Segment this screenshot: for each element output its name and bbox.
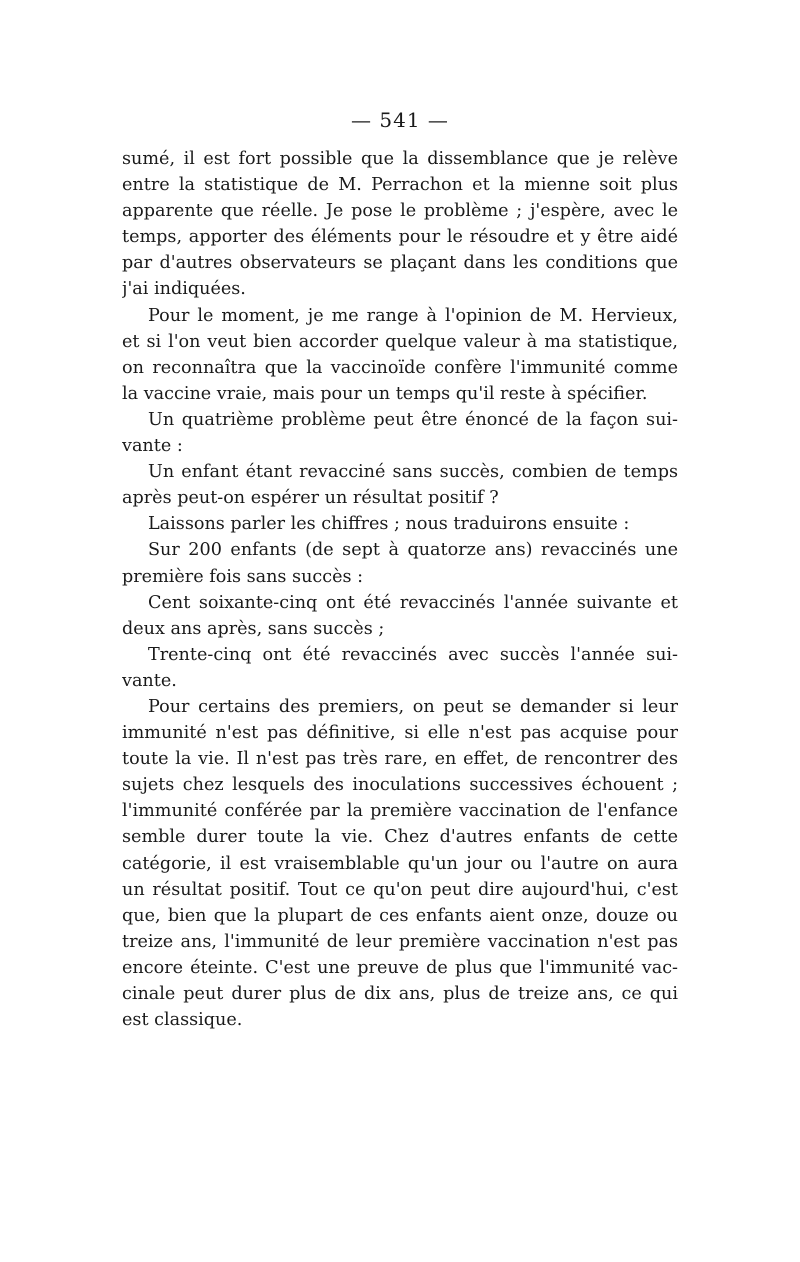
text-line: Cent soixante-cinq ont été revaccinés l'année suivante et [148,592,678,613]
page-number: — 541 — [351,108,449,132]
text-line: Un quatrième problème peut être énoncé de la façon sui- [148,409,678,430]
text-line: cinale peut durer plus de dix ans, plus de treize ans, ce qui [122,984,678,1004]
text-line: et si l'on veut bien accorder quelque valeur à ma statistique, [122,331,678,352]
text-line: deux ans après, sans succès ; [122,618,385,639]
text-line: catégorie, il est vraisemblable qu'un jour ou l'autre on aura [122,853,678,874]
text-line: treize ans, l'immunité de leur première vaccination n'est pas [122,931,678,952]
text-line: on reconnaîtra que la vaccinoïde confère l'immunité comme [122,357,678,378]
text-line: est classique. [122,1010,243,1031]
text-line: par d'autres observateurs se plaçant dans les conditions que [122,253,678,274]
text-line: Laissons parler les chiffres ; nous traduirons ensuite : [148,514,630,535]
text-line: toute la vie. Il n'est pas très rare, en effet, de rencontrer des [122,749,678,770]
text-line: après peut-on espérer un résultat positif ? [122,488,499,509]
text-line: vante. [122,670,177,691]
text-line: l'immunité conférée par la première vaccination de l'enfance [122,801,678,822]
text-line: vante : [122,436,183,457]
text-line: un résultat positif. Tout ce qu'on peut dire aujourd'hui, c'est [122,879,678,900]
text-line: j'ai indiquées. [122,279,246,300]
text-line: semble durer toute la vie. Chez d'autres enfants de cette [122,827,678,848]
text-line: première fois sans succès : [122,566,364,587]
text-line: Trente-cinq ont été revaccinés avec succès l'année sui- [148,644,678,665]
text-line: Pour certains des premiers, on peut se demander si leur [148,696,678,717]
text-line: immunité n'est pas définitive, si elle n'est pas acquise pour [122,723,678,744]
text-line: temps, apporter des éléments pour le résoudre et y être aidé [122,227,678,248]
body-text [122,146,678,1033]
text-line: apparente que réelle. Je pose le problème ; j'espère, avec le [122,201,678,222]
text-line: Un enfant étant revacciné sans succès, combien de temps [148,462,678,483]
text-line: sujets chez lesquels des inoculations successives échouent ; [122,775,678,796]
text-line: encore éteinte. C'est une preuve de plus que l'immunité vac- [122,957,678,978]
text-line: Pour le moment, je me range à l'opinion de M. Hervieux, [148,305,678,326]
text-line: sumé, il est fort possible que la dissemblance que je relève [122,149,678,169]
text-line: Sur 200 enfants (de sept à quatorze ans) revaccinés une [148,540,678,561]
text-line: entre la statistique de M. Perrachon et la mienne soit plus [122,175,678,196]
text-line: la vaccine vraie, mais pour un temps qu'il reste à spécifier. [122,383,648,404]
text-line: que, bien que la plupart de ces enfants aient onze, douze ou [122,905,678,926]
